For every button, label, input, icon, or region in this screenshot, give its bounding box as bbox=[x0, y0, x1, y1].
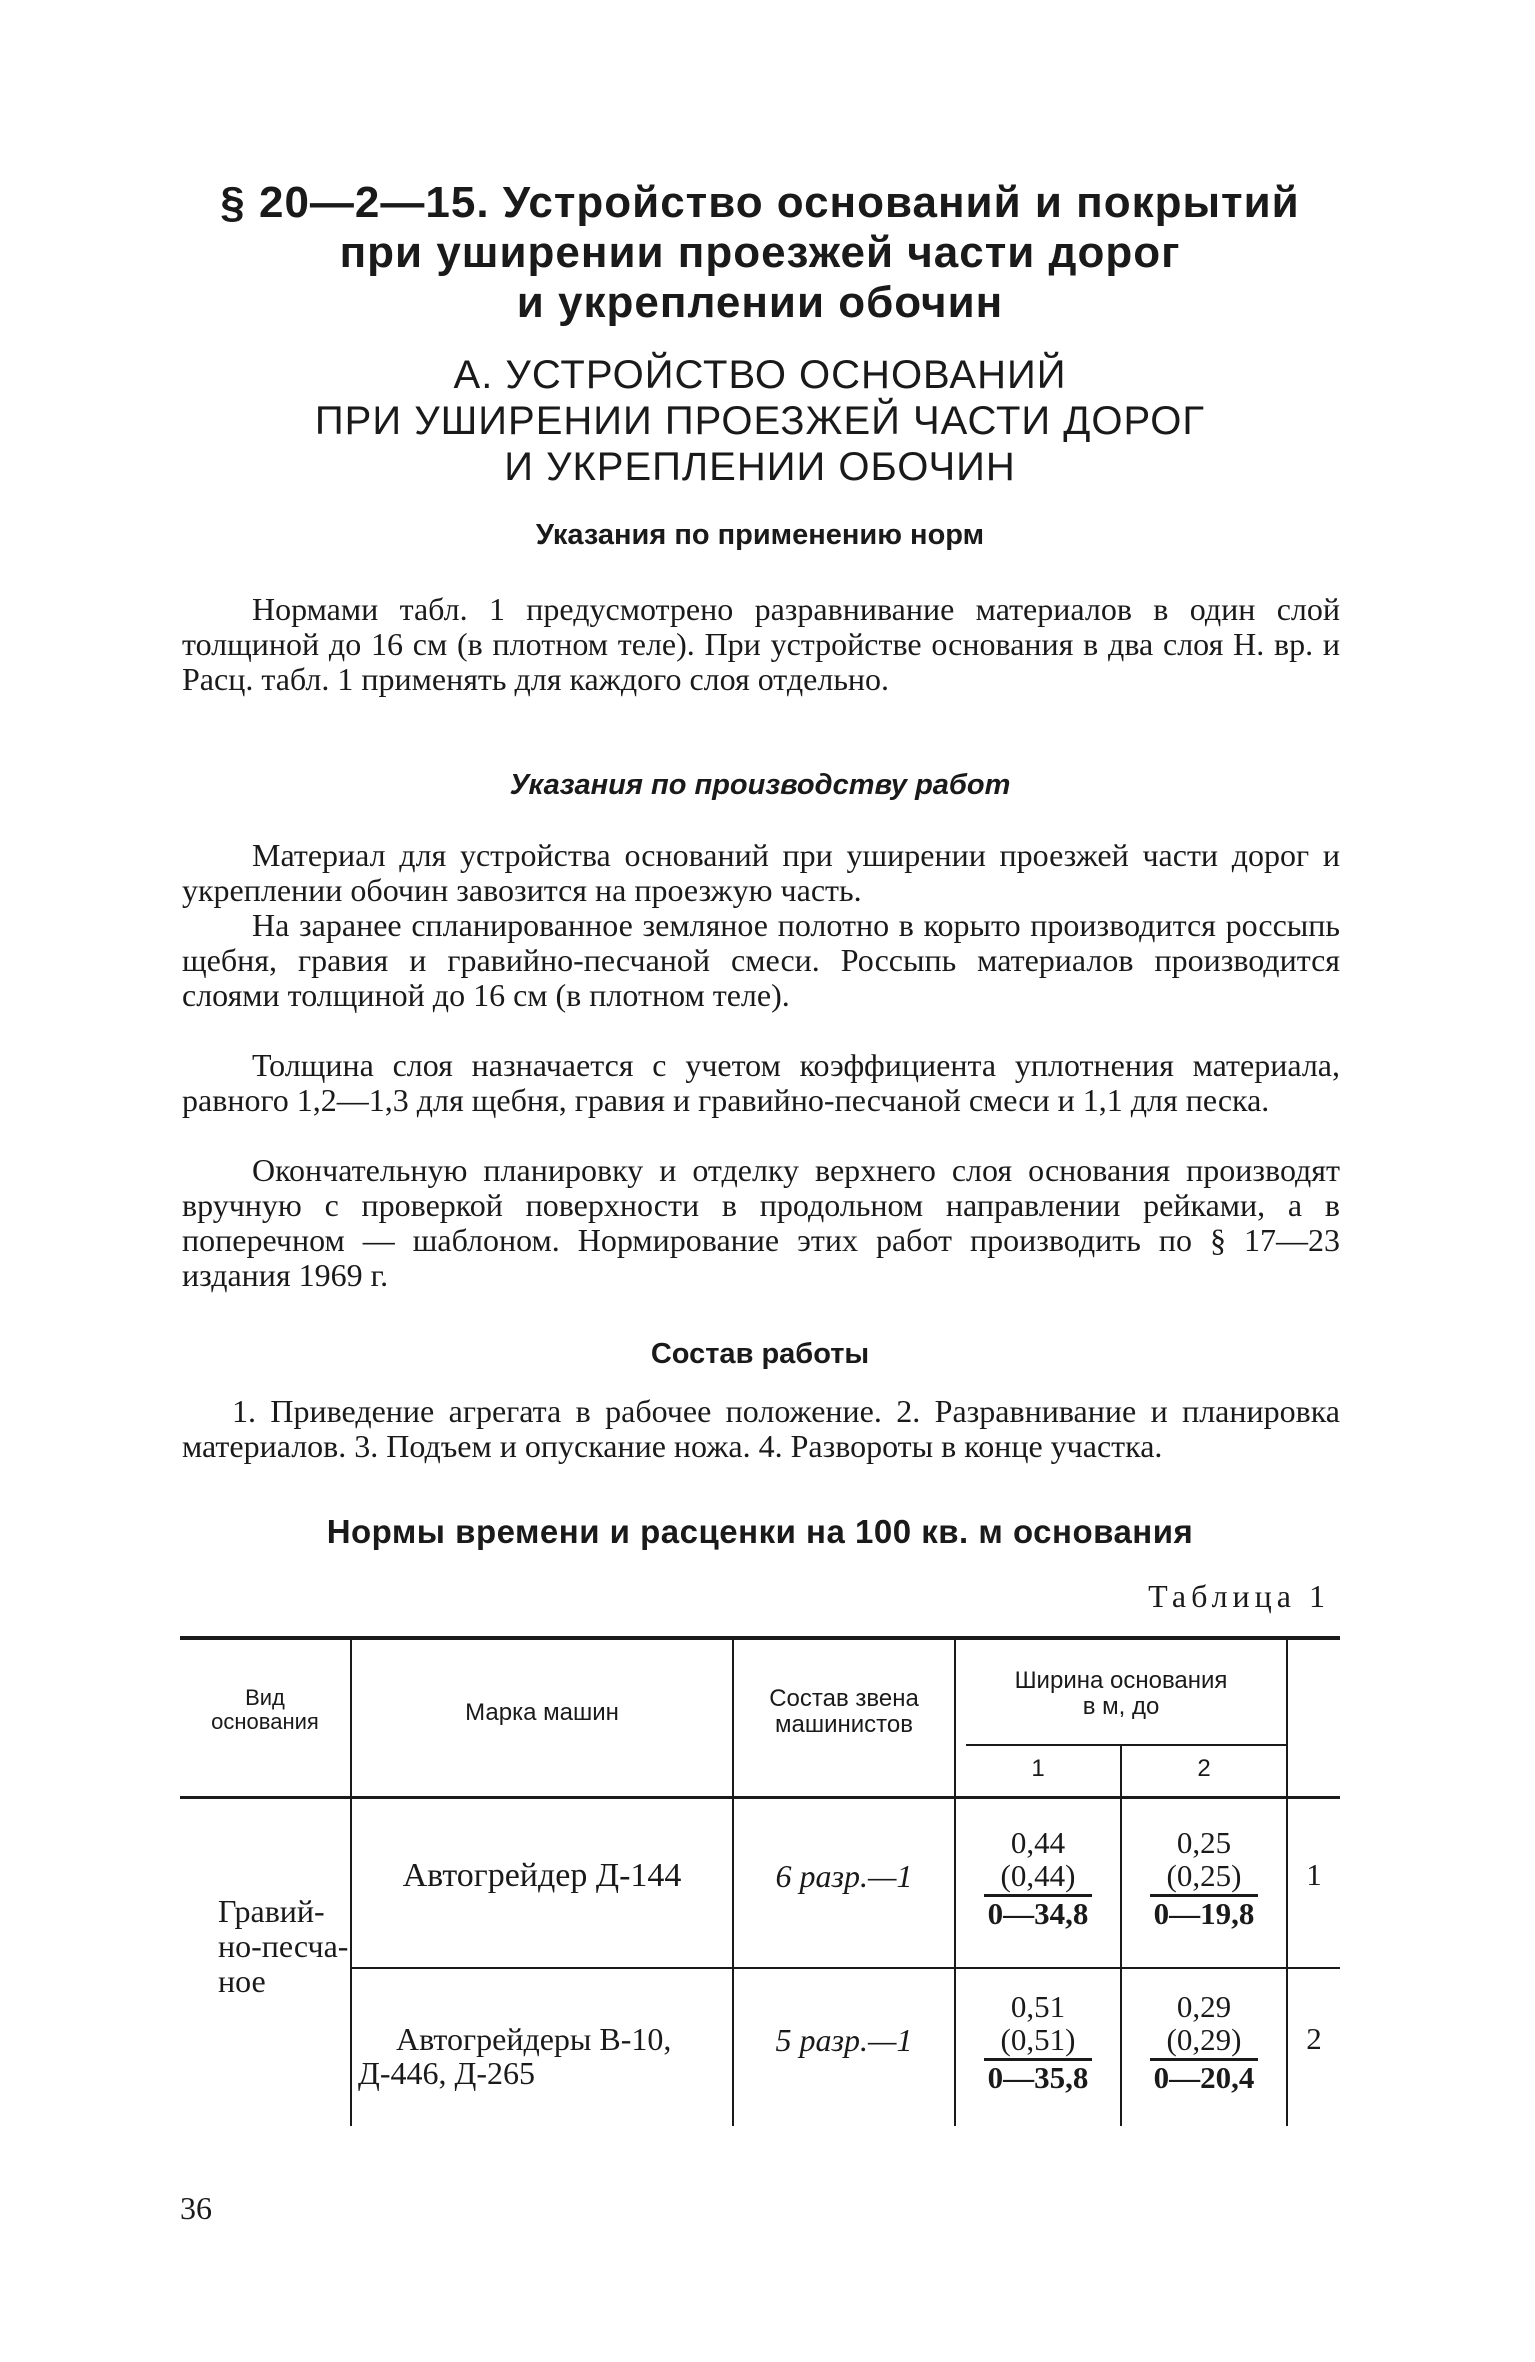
production-paragraph-4: Окончательную планировку и отделку верхнего слоя основания производят вручную с проверкой поверхности в продольном направлении рейками, а в поперечном — шаблоном. Нормирование этих работ производить по § 17—23 издания 1969 г. bbox=[182, 1152, 1340, 1293]
header-base-type: Вид основания bbox=[211, 1685, 319, 1734]
section-title-line-1: § 20—2—15. Устройство оснований и покрытий bbox=[220, 178, 1300, 227]
header-width: Ширина основания в м, до bbox=[1014, 1667, 1228, 1720]
row-1-w1-price: 0—34,8 bbox=[984, 1894, 1093, 1930]
row-2-machine: Автогрейдеры В-10, Д-446, Д-265 bbox=[358, 2021, 672, 2091]
header-bottom-rule bbox=[180, 1796, 1340, 1799]
norms-heading: Нормы времени и расценки на 100 кв. м основания bbox=[326, 1513, 1194, 1550]
table-top-rule bbox=[180, 1636, 1340, 1640]
row-2-w1-paren: (0,51) bbox=[1000, 2022, 1076, 2057]
row-2-w2-norm: 0,29 bbox=[1176, 1989, 1232, 2024]
usage-paragraph bbox=[182, 592, 1340, 697]
subsection-title bbox=[180, 352, 1340, 490]
row-2-number: 2 bbox=[1306, 2021, 1322, 2056]
row-2-width-1 bbox=[956, 1990, 1120, 2094]
row-1-w1-paren: (0,44) bbox=[1000, 1858, 1076, 1893]
subsection-title-line-3: И УКРЕПЛЕНИИ ОБОЧИН bbox=[504, 445, 1016, 489]
usage-text: Нормами табл. 1 предусмотрено разравнивание материалов в один слой толщиной до 16 см (в плотном теле). При устройстве основания в два слоя Н. вр. и Расц. табл. 1 применять для каждого слоя отдельно. bbox=[182, 591, 1340, 697]
table-label: Таблица 1 bbox=[1148, 1578, 1330, 1614]
section-title-line-2: при уширении проезжей части дорог bbox=[339, 228, 1181, 277]
row-1-w2-norm: 0,25 bbox=[1176, 1825, 1232, 1860]
header-width-col-2: 2 bbox=[1197, 1755, 1211, 1782]
subsection-title-line-1: А. УСТРОЙСТВО ОСНОВАНИЙ bbox=[453, 353, 1067, 397]
row-2-w1-norm: 0,51 bbox=[1010, 1989, 1066, 2024]
row-1-width-1 bbox=[956, 1826, 1120, 1930]
usage-heading: Указания по применению норм bbox=[535, 519, 985, 551]
row-1-w2-price: 0—19,8 bbox=[1150, 1894, 1259, 1930]
subsection-title-line-2: ПРИ УШИРЕНИИ ПРОЕЗЖЕЙ ЧАСТИ ДОРОГ bbox=[314, 399, 1206, 443]
row-1-width-2 bbox=[1122, 1826, 1286, 1930]
work-paragraph: 1. Приведение агрегата в рабочее положение. 2. Разравнивание и планировка материалов. 3. Подъем и опускание ножа. 4. Развороты в конце участка. bbox=[182, 1393, 1340, 1464]
production-paragraph-2: На заранее спланированное земляное полотно в корыто производится россыпь щебня, гравия и гравийно-песчаной смеси. Россыпь материалов производится слоями толщиной до 16 см (в плотном теле). bbox=[182, 907, 1340, 1013]
work-heading: Состав работы bbox=[650, 1338, 870, 1370]
row-2-crew: 5 разр.—1 bbox=[775, 2022, 913, 2058]
row-1-crew: 6 разр.—1 bbox=[775, 1858, 913, 1894]
production-heading: Указания по производству работ bbox=[509, 769, 1011, 801]
row-2-w2-paren: (0,29) bbox=[1166, 2022, 1242, 2057]
row-1-number: 1 bbox=[1306, 1857, 1322, 1892]
row-2-width-2 bbox=[1122, 1990, 1286, 2094]
norms-table bbox=[180, 1636, 1340, 2126]
row-2-w2-price: 0—20,4 bbox=[1150, 2058, 1259, 2094]
row-1-w2-paren: (0,25) bbox=[1166, 1858, 1242, 1893]
row-2-w1-price: 0—35,8 bbox=[984, 2058, 1093, 2094]
section-title-line-3: и укреплении обочин bbox=[516, 278, 1004, 327]
production-paragraph-1: Материал для устройства оснований при уширении проезжей части дорог и укреплении обочин завозится на проезжую часть. bbox=[182, 837, 1340, 908]
header-crew: Состав звена машинистов bbox=[769, 1685, 919, 1738]
production-paragraph-3: Толщина слоя назначается с учетом коэффициента уплотнения материала, равного 1,2—1,3 для щебня, гравия и гравийно-песчаной смеси и 1,1 для песка. bbox=[182, 1047, 1340, 1118]
section-title bbox=[180, 178, 1340, 328]
header-width-col-1: 1 bbox=[1031, 1755, 1045, 1782]
base-type-value: Гравий- но-песча- ное bbox=[218, 1893, 349, 1999]
row-1-w1-norm: 0,44 bbox=[1010, 1825, 1066, 1860]
row-separator bbox=[352, 1967, 1340, 1969]
width-subheader-rule bbox=[966, 1744, 1286, 1746]
row-1-machine: Автогрейдер Д-144 bbox=[402, 1857, 682, 1894]
page-number: 36 bbox=[180, 2190, 212, 2226]
header-machine: Марка машин bbox=[465, 1699, 619, 1726]
